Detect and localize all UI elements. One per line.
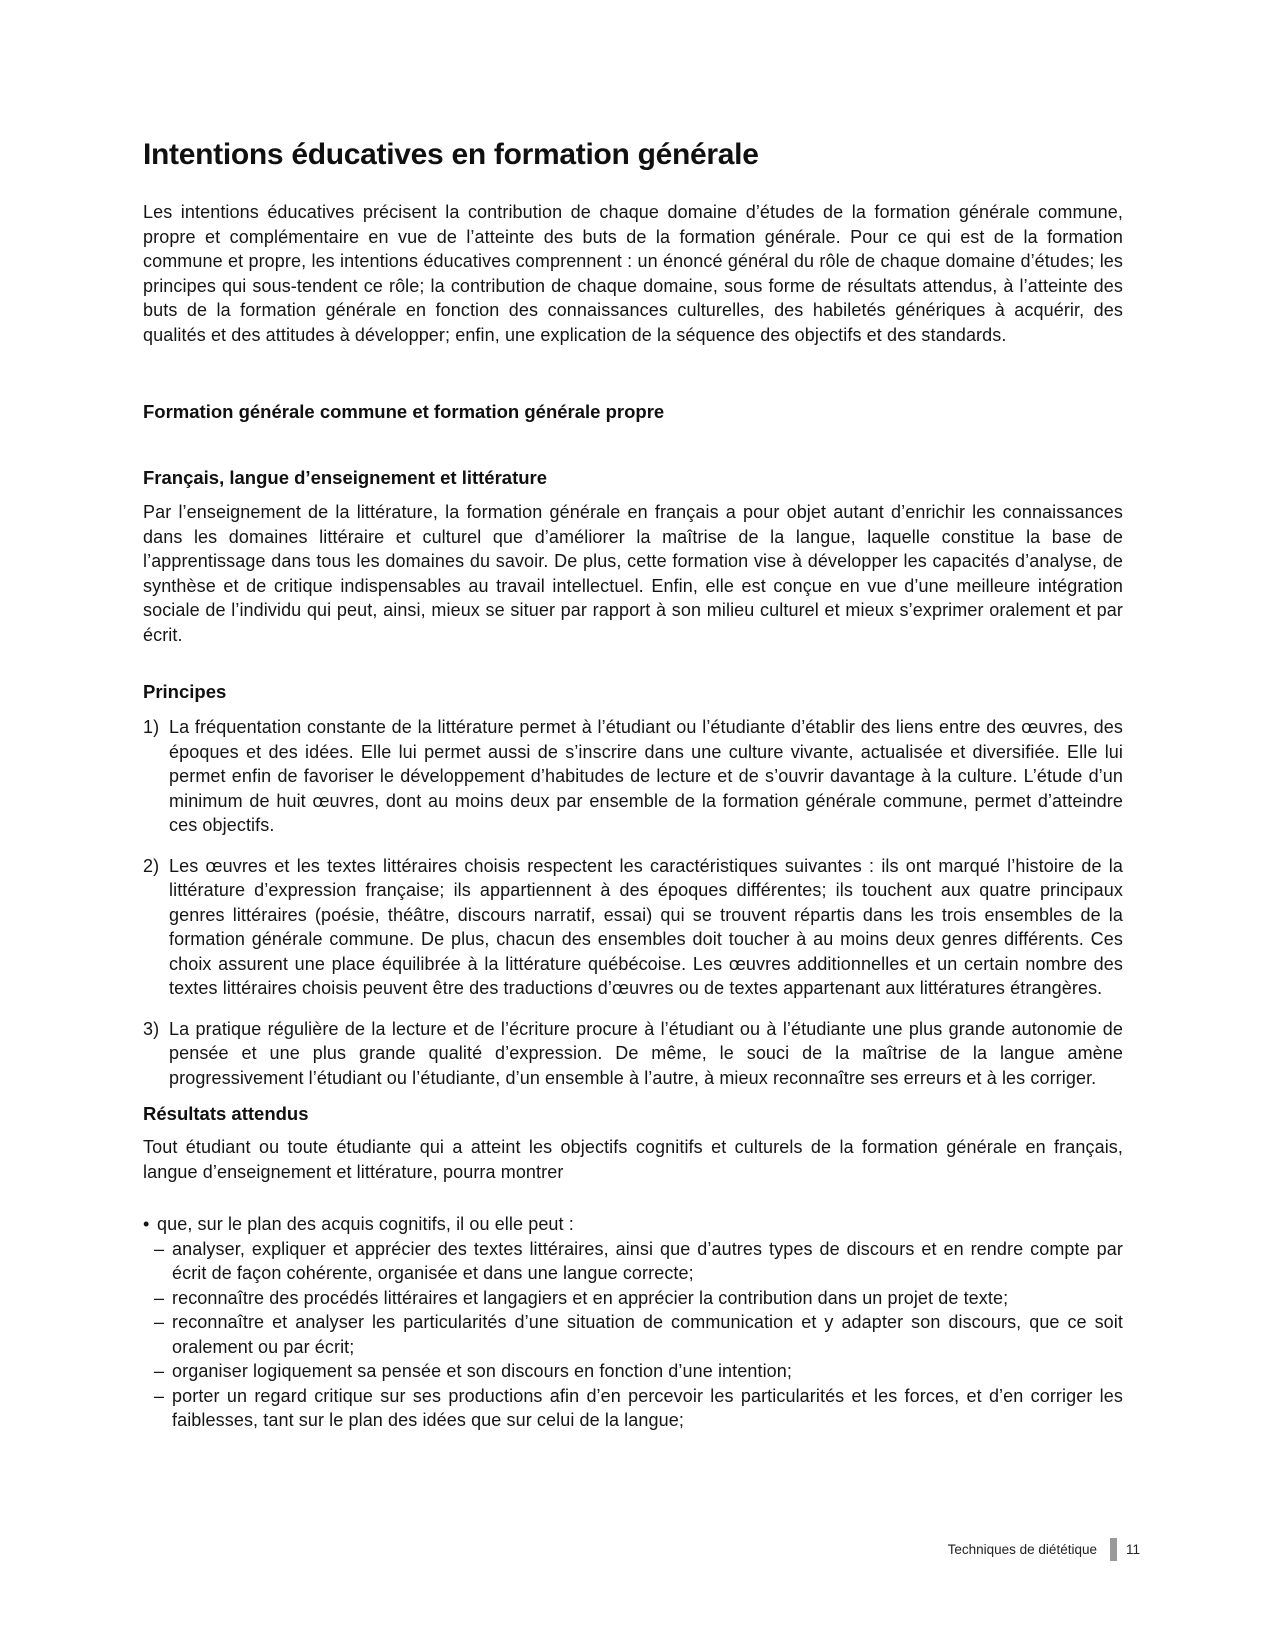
dash-icon: – xyxy=(154,1238,165,1259)
bullet-item xyxy=(143,1212,1123,1237)
page-title: Intentions éducatives en formation générale xyxy=(143,138,759,171)
dash-item-4 xyxy=(154,1359,1123,1384)
footer-page-number: 11 xyxy=(1125,1542,1140,1557)
dash-item-2 xyxy=(154,1286,1123,1311)
heading-resultats: Résultats attendus xyxy=(143,1103,309,1124)
dash-item-text: porter un regard critique sur ses productions afin d’en percevoir les particularités et les forces, et d’en corriger les faiblesses, tant sur le plan des idées que sur celui de la langue; xyxy=(172,1385,1123,1430)
principe-item-1 xyxy=(143,715,1123,838)
list-number: 1) xyxy=(143,717,160,737)
bullet-item-text: que, sur le plan des acquis cognitifs, il ou elle peut : xyxy=(157,1214,574,1234)
dash-item-text: reconnaître et analyser les particularités d’une situation de communication et y adapter son discours, que ce soit oralement ou par écrit; xyxy=(172,1312,1123,1357)
dash-item-5 xyxy=(154,1384,1123,1433)
list-item-text: Les œuvres et les textes littéraires choisis respectent les caractéristiques suivantes : ils ont marqué l’histoire de la littérature d’expression française; ils appartiennent à des époques différentes; ils touchent aux quatre principaux genres littéraires (poésie, théâtre, discours narratif, essai) qui se trouvent répartis dans les trois ensembles de la formation générale commune. De plus, chacun des ensembles doit toucher à au moins deux genres différents. Ces choix assurent une place équilibrée à la littérature québécoise. Les œuvres additionnelles et un certain nombre des textes littéraires choisis peuvent être des traductions d’œuvres ou de textes appartenant aux littératures étrangères. xyxy=(169,855,1123,998)
heading-principes: Principes xyxy=(143,681,227,702)
list-number: 3) xyxy=(143,1018,160,1039)
dash-icon: – xyxy=(154,1312,165,1332)
dash-item-text: analyser, expliquer et apprécier des textes littéraires, ainsi que d’autres types de discours et en rendre compte par écrit de façon cohérente, organisée et dans une langue correcte; xyxy=(172,1238,1123,1283)
dash-icon: – xyxy=(154,1287,165,1308)
dash-item-3 xyxy=(154,1310,1123,1359)
footer-program-label: Techniques de diététique xyxy=(947,1542,1097,1557)
francais-paragraph: Par l’enseignement de la littérature, la formation générale en français a pour objet autant d’enrichir les connaissances dans les domaines littéraire et culturel que d’améliorer la maîtrise de la langue, laquelle constitue la base de l’apprentissage dans tous les domaines du savoir. De plus, cette formation vise à développer les capacités d’analyse, de synthèse et de critique indispensables au travail intellectuel. Enfin, elle est conçue en vue d’une meilleure intégration sociale de l’individu qui peut, ainsi, mieux se situer par rapport à son milieu culturel et mieux s’exprimer oralement et par écrit. xyxy=(143,502,1123,645)
page-content xyxy=(143,138,1123,1433)
resultats-list xyxy=(143,1212,1123,1433)
dash-item-text: organiser logiquement sa pensée et son discours en fonction d’une intention; xyxy=(172,1361,793,1381)
dash-item-text: reconnaître des procédés littéraires et langagiers et en apprécier la contribution dans un projet de texte; xyxy=(172,1287,1009,1308)
dash-icon: – xyxy=(154,1361,165,1381)
intro-paragraph: Les intentions éducatives précisent la contribution de chaque domaine d’études de la formation générale commune, propre et complémentaire en vue de l’atteinte des buts de la formation générale. Pour ce qui est de la formation commune et propre, les intentions éducatives comprennent : un énoncé général du rôle de chaque domaine d’études; les principes qui sous-tendent ce rôle; la contribution de chaque domaine, sous forme de résultats attendus, à l’atteinte des buts de la formation générale en fonction des connaissances culturelles, des habiletés génériques à acquérir, des qualités et des attitudes à développer; enfin, une explication de la séquence des objectifs et des standards. xyxy=(143,202,1123,345)
dash-item-1 xyxy=(154,1237,1123,1286)
dash-icon: – xyxy=(154,1385,165,1406)
resultats-paragraph: Tout étudiant ou toute étudiante qui a atteint les objectifs cognitifs et culturels de la formation générale en français, langue d’enseignement et littérature, pourra montrer xyxy=(143,1137,1123,1182)
heading-francais: Français, langue d’enseignement et littérature xyxy=(143,467,548,488)
bullet-icon: • xyxy=(143,1214,150,1234)
principe-item-3 xyxy=(143,1017,1123,1091)
footer-divider-bar xyxy=(1110,1538,1117,1561)
page-footer xyxy=(948,1538,1140,1561)
list-number: 2) xyxy=(143,855,160,876)
principe-item-2 xyxy=(143,854,1123,1001)
heading-formation-generale: Formation générale commune et formation générale propre xyxy=(143,401,665,422)
list-item-text: La fréquentation constante de la littérature permet à l’étudiant ou l’étudiante d’établir des liens entre des œuvres, des époques et des idées. Elle lui permet aussi de s’inscrire dans une culture vivante, actualisée et diversifiée. Elle lui permet enfin de favoriser le développement d’habitudes de lecture et de s’ouvrir davantage à la culture. L’étude d’un minimum de huit œuvres, dont au moins deux par ensemble de la formation générale commune, permet d’atteindre ces objectifs. xyxy=(169,717,1123,835)
list-item-text: La pratique régulière de la lecture et de l’écriture procure à l’étudiant ou à l’étudiante une plus grande autonomie de pensée et une plus grande qualité d’expression. De même, le souci de la maîtrise de la langue amène progressivement l’étudiant ou l’étudiante, d’un ensemble à l’autre, à mieux reconnaître ses erreurs et à les corriger. xyxy=(169,1018,1123,1088)
